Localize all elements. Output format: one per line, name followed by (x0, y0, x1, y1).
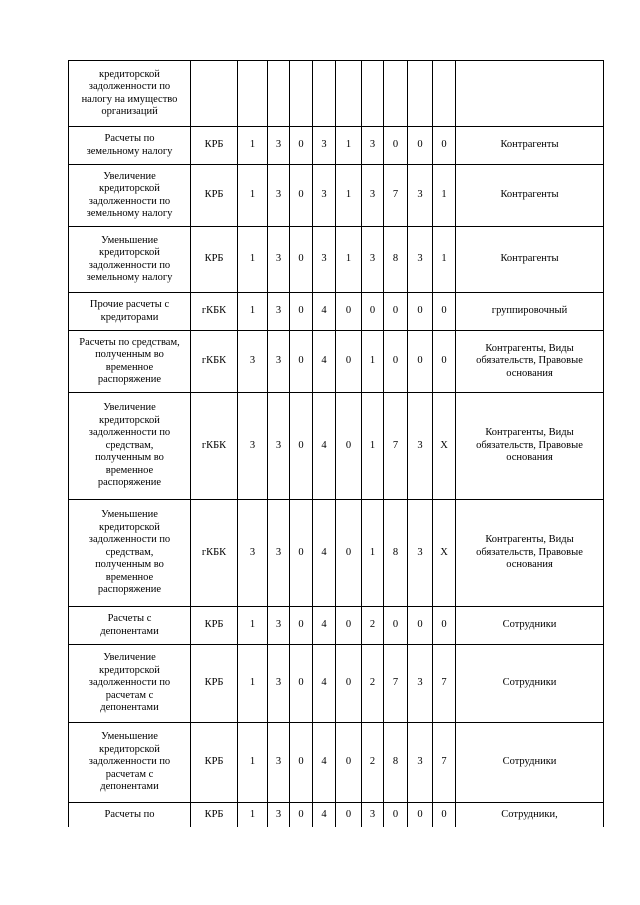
kbk-type-cell: КРБ (191, 227, 238, 293)
account-digit-cell: 0 (384, 127, 408, 165)
account-digit-cell: 4 (313, 293, 336, 331)
analytics-cell: Сотрудники (456, 607, 604, 645)
table-row (69, 723, 604, 803)
account-digit-cell: 0 (290, 127, 313, 165)
account-digit-cell (408, 61, 433, 127)
analytics-cell: Контрагенты, Виды обязательств, Правовые основания (456, 393, 604, 500)
account-digit-cell (313, 61, 336, 127)
account-digit-cell: 3 (238, 500, 268, 607)
kbk-type-cell: КРБ (191, 803, 238, 827)
account-digit-cell: 0 (433, 127, 456, 165)
account-digit-cell: 8 (384, 723, 408, 803)
account-digit-cell: 3 (408, 645, 433, 723)
account-digit-cell: 3 (238, 331, 268, 393)
account-digit-cell: 0 (336, 331, 362, 393)
table-row (69, 500, 604, 607)
account-digit-cell: 0 (384, 607, 408, 645)
account-digit-cell: 1 (336, 227, 362, 293)
account-digit-cell: 0 (290, 331, 313, 393)
account-digit-cell: 3 (268, 645, 290, 723)
account-digit-cell: 3 (268, 165, 290, 227)
account-digit-cell: 3 (313, 127, 336, 165)
table-row (69, 331, 604, 393)
accounts-table (68, 60, 604, 827)
account-digit-cell: 0 (336, 607, 362, 645)
account-digit-cell: 3 (408, 165, 433, 227)
kbk-type-cell: КРБ (191, 645, 238, 723)
account-digit-cell (290, 61, 313, 127)
account-digit-cell: 7 (433, 645, 456, 723)
account-name-cell: Уменьшение кредиторской задолженности по земельному налогу (69, 227, 191, 293)
analytics-cell: Контрагенты, Виды обязательств, Правовые основания (456, 500, 604, 607)
account-digit-cell: 1 (336, 165, 362, 227)
kbk-type-cell: гКБК (191, 500, 238, 607)
account-digit-cell: 0 (336, 393, 362, 500)
account-digit-cell: 2 (362, 645, 384, 723)
account-digit-cell: 0 (336, 723, 362, 803)
account-digit-cell: 0 (290, 607, 313, 645)
kbk-type-cell: КРБ (191, 127, 238, 165)
table-row (69, 607, 604, 645)
account-digit-cell: 3 (408, 723, 433, 803)
account-digit-cell: 3 (268, 127, 290, 165)
account-digit-cell: 0 (290, 227, 313, 293)
account-digit-cell: 4 (313, 393, 336, 500)
account-name-cell: Увеличение кредиторской задолженности по земельному налогу (69, 165, 191, 227)
analytics-cell: Контрагенты (456, 127, 604, 165)
account-digit-cell: 1 (238, 165, 268, 227)
kbk-type-cell: КРБ (191, 723, 238, 803)
kbk-type-cell (191, 61, 238, 127)
account-digit-cell: 3 (362, 165, 384, 227)
account-digit-cell: Х (433, 393, 456, 500)
account-digit-cell: 7 (433, 723, 456, 803)
account-digit-cell: 7 (384, 645, 408, 723)
account-digit-cell: 0 (336, 293, 362, 331)
account-digit-cell: 1 (238, 723, 268, 803)
account-digit-cell: 0 (362, 293, 384, 331)
account-digit-cell: 0 (408, 607, 433, 645)
account-digit-cell: 0 (433, 803, 456, 827)
table-row (69, 803, 604, 827)
account-digit-cell: 3 (408, 500, 433, 607)
account-name-cell: Расчеты с депонентами (69, 607, 191, 645)
account-digit-cell: 0 (290, 723, 313, 803)
account-digit-cell (268, 61, 290, 127)
account-digit-cell: 2 (362, 723, 384, 803)
account-digit-cell: 3 (408, 227, 433, 293)
account-digit-cell: 0 (408, 331, 433, 393)
account-digit-cell: 0 (384, 293, 408, 331)
account-digit-cell: 3 (313, 165, 336, 227)
account-digit-cell: 4 (313, 723, 336, 803)
account-name-cell: Расчеты по (69, 803, 191, 827)
account-digit-cell: 1 (238, 803, 268, 827)
analytics-cell: Контрагенты (456, 165, 604, 227)
accounts-table-body (69, 61, 604, 827)
analytics-cell: Контрагенты (456, 227, 604, 293)
account-digit-cell: 1 (238, 293, 268, 331)
analytics-cell: группировочный (456, 293, 604, 331)
account-digit-cell: 3 (362, 127, 384, 165)
account-digit-cell: 3 (268, 500, 290, 607)
account-digit-cell: 3 (362, 803, 384, 827)
kbk-type-cell: КРБ (191, 165, 238, 227)
account-name-cell: Уменьшение кредиторской задолженности по расчетам с депонентами (69, 723, 191, 803)
account-digit-cell (362, 61, 384, 127)
account-digit-cell: 3 (268, 607, 290, 645)
account-name-cell: Увеличение кредиторской задолженности по расчетам с депонентами (69, 645, 191, 723)
account-digit-cell: 3 (408, 393, 433, 500)
account-digit-cell: 0 (336, 803, 362, 827)
account-digit-cell: 7 (384, 165, 408, 227)
account-digit-cell: 7 (384, 393, 408, 500)
account-digit-cell: 4 (313, 500, 336, 607)
account-digit-cell: 2 (362, 607, 384, 645)
account-digit-cell: 1 (433, 227, 456, 293)
account-name-cell: Расчеты по земельному налогу (69, 127, 191, 165)
account-digit-cell: 0 (290, 645, 313, 723)
account-digit-cell: 4 (313, 331, 336, 393)
account-digit-cell: 0 (336, 500, 362, 607)
account-digit-cell: 1 (238, 607, 268, 645)
account-digit-cell: 3 (268, 393, 290, 500)
account-digit-cell (433, 61, 456, 127)
analytics-cell: Сотрудники, (456, 803, 604, 827)
account-name-cell: Уменьшение кредиторской задолженности по средствам, полученным во временное распоряжение (69, 500, 191, 607)
account-name-cell: Увеличение кредиторской задолженности по средствам, полученным во временное распоряжение (69, 393, 191, 500)
account-digit-cell: 3 (268, 293, 290, 331)
table-row (69, 227, 604, 293)
account-digit-cell: 3 (268, 227, 290, 293)
kbk-type-cell: гКБК (191, 393, 238, 500)
account-digit-cell (336, 61, 362, 127)
account-digit-cell: 0 (433, 331, 456, 393)
account-digit-cell: 1 (362, 331, 384, 393)
account-digit-cell: 0 (384, 803, 408, 827)
analytics-cell: Сотрудники (456, 723, 604, 803)
account-digit-cell: 3 (268, 723, 290, 803)
account-digit-cell: 3 (268, 331, 290, 393)
table-row (69, 165, 604, 227)
account-digit-cell: 1 (238, 127, 268, 165)
analytics-cell: Сотрудники (456, 645, 604, 723)
account-digit-cell: 0 (408, 127, 433, 165)
table-row (69, 127, 604, 165)
analytics-cell (456, 61, 604, 127)
account-digit-cell: 3 (268, 803, 290, 827)
account-digit-cell: 0 (433, 293, 456, 331)
account-name-cell: кредиторской задолженности по налогу на имущество организаций (69, 61, 191, 127)
account-name-cell: Прочие расчеты с кредиторами (69, 293, 191, 331)
table-row (69, 645, 604, 723)
kbk-type-cell: гКБК (191, 331, 238, 393)
table-row (69, 61, 604, 127)
account-digit-cell: 0 (290, 393, 313, 500)
account-digit-cell: 0 (433, 607, 456, 645)
account-digit-cell: 4 (313, 803, 336, 827)
account-digit-cell: 1 (238, 227, 268, 293)
account-digit-cell: 0 (408, 803, 433, 827)
account-digit-cell: 1 (362, 393, 384, 500)
account-name-cell: Расчеты по средствам, полученным во временное распоряжение (69, 331, 191, 393)
kbk-type-cell: КРБ (191, 607, 238, 645)
table-row (69, 293, 604, 331)
account-digit-cell: 1 (238, 645, 268, 723)
account-digit-cell: 3 (362, 227, 384, 293)
account-digit-cell: 0 (290, 293, 313, 331)
account-digit-cell: 1 (362, 500, 384, 607)
account-digit-cell: 4 (313, 607, 336, 645)
account-digit-cell: 0 (290, 165, 313, 227)
account-digit-cell: 3 (313, 227, 336, 293)
account-digit-cell: 0 (336, 645, 362, 723)
account-digit-cell: 8 (384, 227, 408, 293)
account-digit-cell: 1 (336, 127, 362, 165)
account-digit-cell (384, 61, 408, 127)
account-digit-cell: 0 (290, 803, 313, 827)
table-row (69, 393, 604, 500)
account-digit-cell: 0 (290, 500, 313, 607)
account-digit-cell: 8 (384, 500, 408, 607)
kbk-type-cell: гКБК (191, 293, 238, 331)
account-digit-cell (238, 61, 268, 127)
account-digit-cell: 4 (313, 645, 336, 723)
account-digit-cell: 1 (433, 165, 456, 227)
analytics-cell: Контрагенты, Виды обязательств, Правовые основания (456, 331, 604, 393)
account-digit-cell: 0 (384, 331, 408, 393)
account-digit-cell: 3 (238, 393, 268, 500)
account-digit-cell: 0 (408, 293, 433, 331)
account-digit-cell: Х (433, 500, 456, 607)
